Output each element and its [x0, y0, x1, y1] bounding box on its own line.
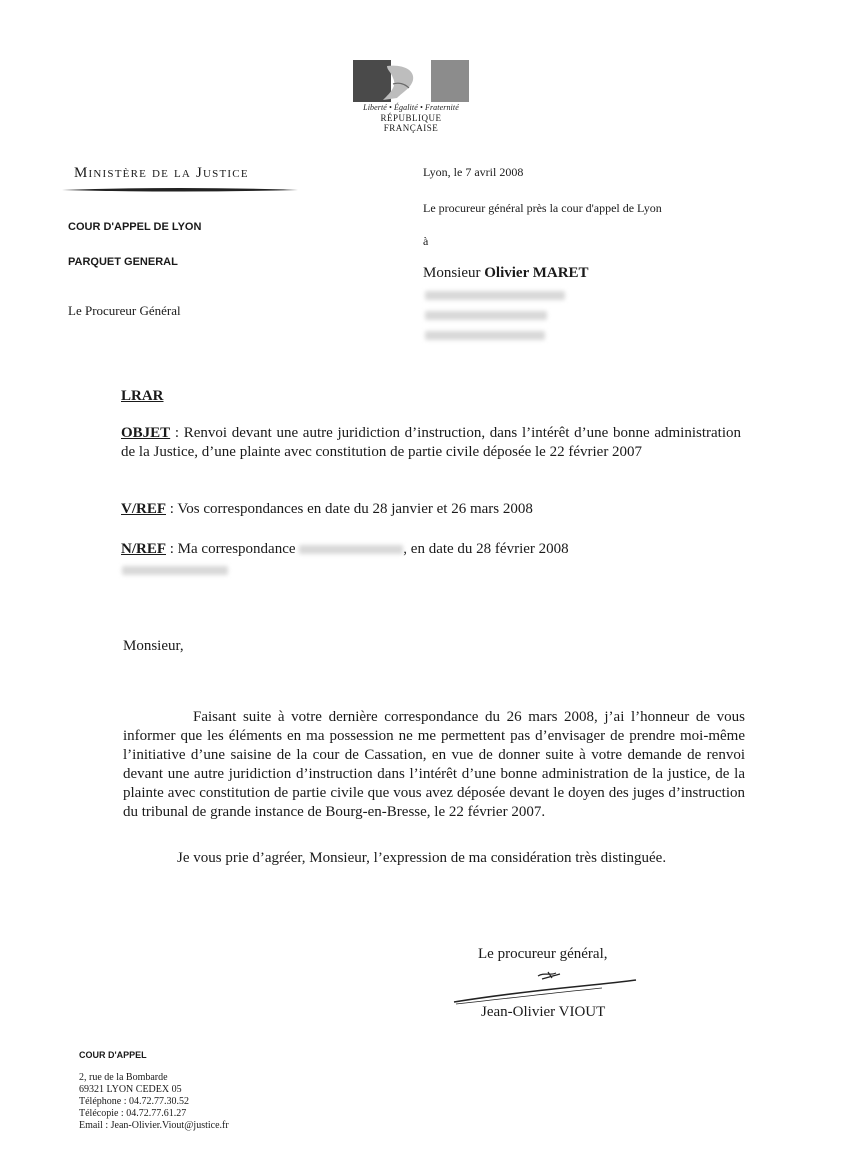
redacted-address-2 [425, 311, 547, 320]
recipient-title: Monsieur [423, 265, 481, 281]
republic-name: RÉPUBLIQUE FRANÇAISE [380, 113, 442, 133]
footer-court: COUR D'APPEL [79, 1050, 147, 1060]
main-paragraph-text: Faisant suite à votre dernière correspondance du 26 mars 2008, j’ai l’honneur de vous informer que les éléments en ma possession ne me permettent pas d’envisager de prendre moi-même l’initiative d’une saisine de la cour de Cassation, en vue de donner suite à votre demande de renvoi devant une autre juridiction d’instruction dans l’intérêt d’une bonne administration de la justice, de la plainte avec constitution de partie civile que vous avez déposée devant le doyen des juges d’instruction du tribunal de grande instance de Bourg-en-Bresse, le 22 février 2007. [123, 709, 745, 820]
footer-address [79, 1072, 229, 1132]
nref-block [121, 540, 569, 559]
redacted-address-1 [425, 291, 565, 300]
main-paragraph [123, 708, 745, 822]
recipient-name: Olivier MARET [484, 265, 589, 281]
ministry-name: Ministère de la Justice [74, 165, 249, 181]
to-word: à [423, 234, 429, 248]
footer-phone: Téléphone : 04.72.77.30.52 [79, 1096, 189, 1107]
footer-email: Email : Jean-Olivier.Viout@justice.fr [79, 1120, 229, 1131]
footer-street: 2, rue de la Bombarde [79, 1072, 168, 1083]
redacted-reference-2 [122, 566, 228, 575]
nref-label: N/REF [121, 541, 166, 557]
nref-tail: , en date du 28 février 2008 [403, 541, 569, 557]
sender-line: Le procureur général près la cour d'appel de Lyon [423, 201, 662, 215]
department-name: PARQUET GENERAL [68, 256, 178, 268]
lrar-label: LRAR [121, 388, 164, 404]
redacted-address-3 [425, 331, 545, 340]
redacted-reference [299, 545, 403, 554]
objet-text: : Renvoi devant une autre juridiction d’instruction, dans l’intérêt d’une bonne administration de la Justice, d’une plainte avec constitution de partie civile déposée le 22 février 2007 [121, 425, 741, 460]
ministry-underline [60, 186, 300, 194]
signatory-name: Jean-Olivier VIOUT [481, 1004, 606, 1020]
republic-logo [353, 60, 469, 133]
vref-label: V/REF [121, 501, 166, 517]
place-date: Lyon, le 7 avril 2008 [423, 165, 524, 179]
salutation: Monsieur, [123, 638, 184, 654]
vref-block [121, 500, 533, 519]
objet-label: OBJET [121, 425, 171, 441]
recipient [423, 265, 589, 282]
nref-text: : Ma correspondance [166, 541, 296, 557]
footer-city: 69321 LYON CEDEX 05 [79, 1084, 182, 1095]
republic-motto: Liberté • Égalité • Fraternité [363, 103, 459, 112]
court-name: COUR D'APPEL DE LYON [68, 221, 202, 233]
closing-formula: Je vous prie d’agréer, Monsieur, l’expression de ma considération très distinguée. [177, 850, 667, 866]
signature-title: Le procureur général, [478, 946, 608, 962]
marianne-flag-icon [353, 60, 469, 102]
vref-text: : Vos correspondances en date du 28 janvier et 26 mars 2008 [166, 501, 533, 517]
footer-fax: Télécopie : 04.72.77.61.27 [79, 1108, 187, 1119]
objet-block [121, 424, 741, 462]
signatory-role: Le Procureur Général [68, 303, 181, 318]
